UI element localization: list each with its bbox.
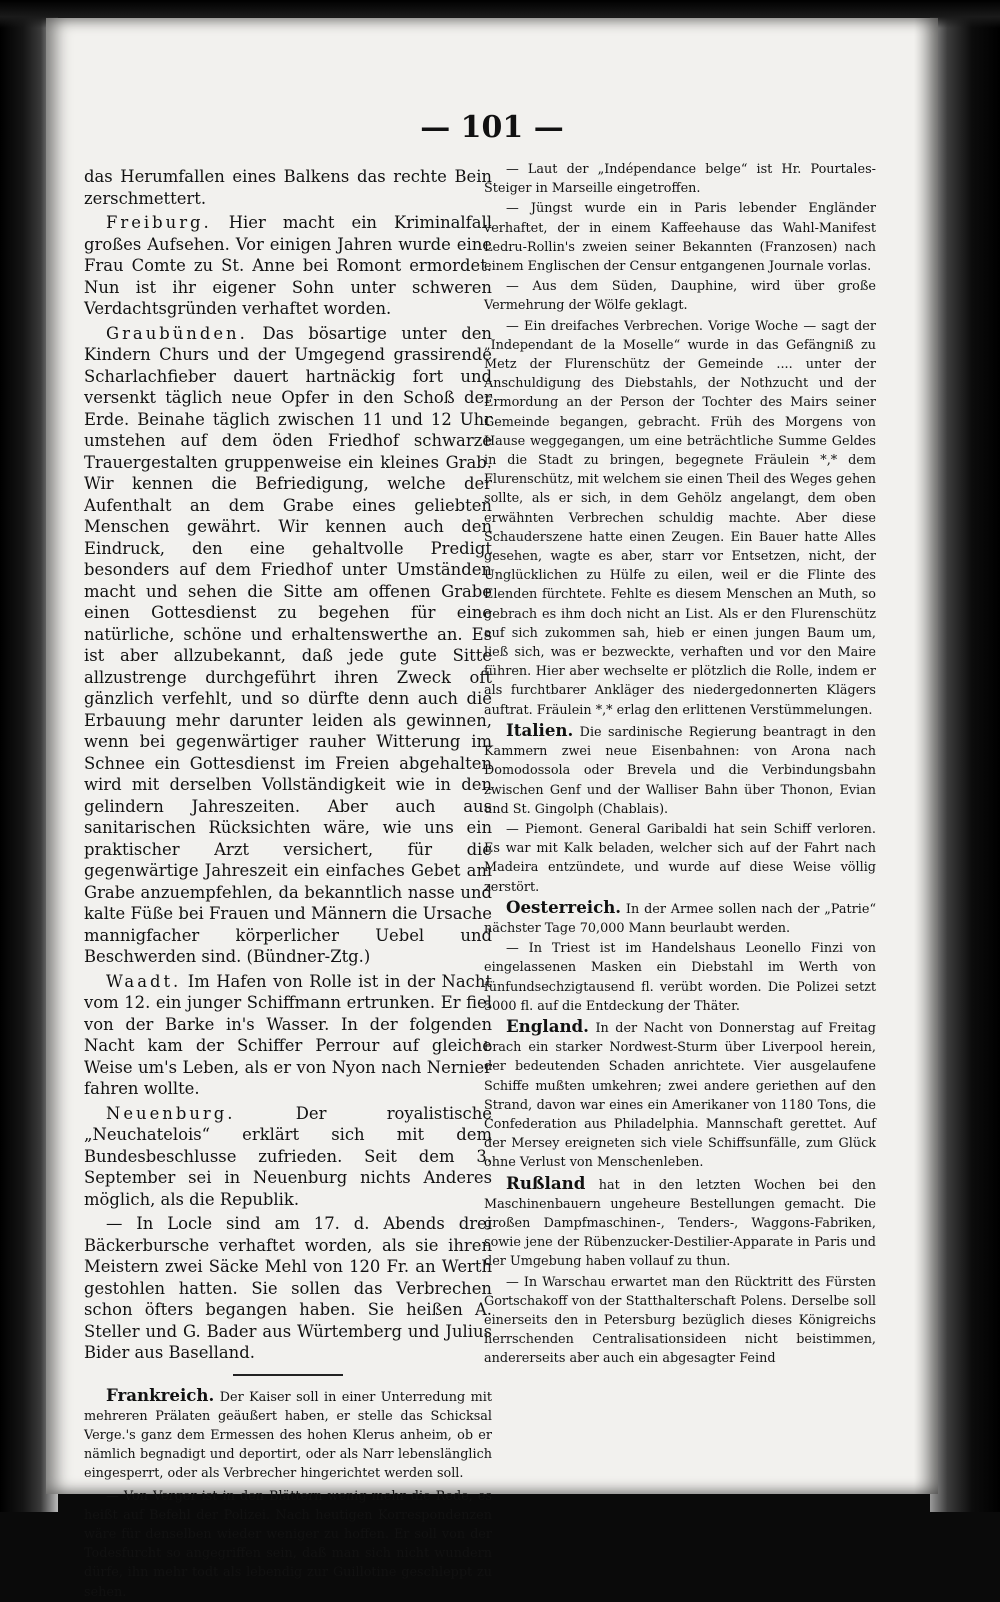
page-number: — 101 — bbox=[420, 110, 564, 145]
paragraph-text: — Jüngst wurde ein in Paris lebender Engländer verhaftet, der in einem Kaffeehause das Wahl-Manifest Ledru-Rollin's zweien seiner Bekannten (Franzosen) nach einem Englischen der Censur entgangenen Journale vorlas. bbox=[484, 201, 876, 275]
paragraph-text: In der Nacht von Donnerstag auf Freitag brach ein starker Nordwest-Sturm über Liverpool herein, der bedeutenden Schaden anrichtete. Vier ausgelaufene Schiffe mußten umkehren; zwei andere geriethen auf den Strand, davon war eines ein Amerikaner von 1180 Tons, die Confederation aus Philadelphia. Mannschaft gerettet. Auf der Mersey ereigneten sich viele Schiffsunfälle, zum Glück ohne Verlust von Menschenleben. bbox=[484, 1020, 876, 1171]
article-frankreich bbox=[84, 1386, 492, 1484]
article-paragraph bbox=[484, 317, 876, 720]
paragraph-text: Der royalistische „Neuchatelois“ erklärt sich mit dem Bundesbeschlusse zufrieden. Seit dem 3. September sei in Neuenburg nichts Anderes möglich, als die Republik. bbox=[84, 1103, 492, 1209]
section-head: Waadt. bbox=[106, 971, 182, 991]
article-oesterreich bbox=[484, 898, 876, 938]
article-neuenburg bbox=[84, 1103, 492, 1211]
paragraph-text: — In Warschau erwartet man den Rücktritt des Fürsten Gortschakoff von der Statthalterschaft Polens. Derselbe soll einerseits den in Petersburg bezüglich dieses Königreichs herrschenden Centralisationsideen nicht beistimmen, andererseits aber auch ein abgesagter Feind bbox=[484, 1274, 876, 1367]
section-head: Oesterreich. bbox=[506, 896, 622, 917]
section-head: Rußland bbox=[506, 1172, 586, 1193]
paragraph-text: — In Triest ist im Handelshaus Leonello Finzi von eingelassenen Masken ein Diebstahl im Werth von fünfundsechzigtausend fl. verübt worden. Die Polizei setzt 5000 fl. auf die Entdeckung der Thäter. bbox=[484, 941, 876, 1014]
article-paragraph bbox=[484, 199, 876, 276]
right-column bbox=[484, 160, 876, 1369]
section-head: Graubünden. bbox=[106, 323, 248, 343]
paragraph-text: — Aus dem Süden, Dauphine, wird über große Vermehrung der Wölfe geklagt. bbox=[484, 279, 876, 314]
paragraph-text: hat in den letzten Wochen bei den Maschinenbauern ungeheure Bestellungen gemacht. Die großen Dampfmaschinen-, Tenders-, Waggons-Fabriken, sowie jene der Rübenzucker-Destilier-Apparate in Paris und der Umgebung haben vollauf zu thun. bbox=[484, 1177, 876, 1270]
article-locle bbox=[84, 1213, 492, 1364]
frankreich-block bbox=[84, 1386, 492, 1602]
article-paragraph bbox=[484, 1273, 876, 1369]
article-russland bbox=[484, 1174, 876, 1272]
section-head: England. bbox=[506, 1015, 589, 1036]
newspaper-page bbox=[46, 18, 938, 1600]
paragraph-text: Hier macht ein Kriminalfall großes Aufsehen. Vor einigen Jahren wurde eine Frau Comte zu St. Anne bei Romont ermordet. Nun ist ihr eigener Sohn unter schweren Verdachtsgründen verhaftet worden. bbox=[84, 213, 492, 318]
section-divider bbox=[233, 1374, 343, 1376]
paragraph-text: — Laut der „Indépendance belge“ ist Hr. Pourtales-Steiger in Marseille eingetroffen. bbox=[484, 162, 876, 197]
article-paragraph bbox=[84, 166, 492, 209]
article-graubuenden bbox=[84, 323, 492, 968]
article-paragraph bbox=[484, 820, 876, 897]
paragraph-text: In der Armee sollen nach der „Patrie“ nächster Tage 70,000 Mann beurlaubt werden. bbox=[484, 901, 876, 936]
left-column bbox=[84, 166, 492, 1602]
paragraph-text: Die sardinische Regierung beantragt in den Kammern zwei neue Eisenbahnen: von Arona nach Domodossola oder Brevela und die Verbindungsbahn zwischen Genf und der Walliser Bahn über Thonon, Evian und St. Gingolph (Chablais). bbox=[484, 724, 876, 817]
section-head: Neuenburg. bbox=[106, 1103, 236, 1123]
article-waadt bbox=[84, 971, 492, 1100]
section-head: Freiburg. bbox=[106, 213, 212, 232]
page-edge-shade bbox=[914, 18, 938, 1494]
paragraph-text: Der Kaiser soll in einer Unterredung mit mehreren Prälaten geäußert haben, er stelle das Schicksal Verge.'s ganz dem Ermessen des hohen Klerus anheim, ob er nämlich begnadigt und deportirt, oder als Narr lebenslänglich eingesperrt, oder als Verbrecher hingerichtet werden soll. bbox=[84, 1389, 492, 1482]
article-england bbox=[484, 1017, 876, 1173]
article-paragraph bbox=[484, 277, 876, 315]
section-head: Frankreich. bbox=[106, 1384, 215, 1405]
paragraph-text: — In Locle sind am 17. d. Abends drei Bäckerbursche verhaftet worden, als sie ihren Meistern zwei Säcke Mehl von 120 Fr. an Werth gestohlen hatten. Sie sollen das Verbrechen schon öfters begangen haben. Sie heißen A. Steller und G. Bader aus Würtemberg und Julius Bider aus Baselland. bbox=[84, 1214, 492, 1362]
paragraph-text: Im Hafen von Rolle ist in der Nacht vom 12. ein junger Schiffmann ertrunken. Er fiel von der Barke in's Wasser. In der folgenden Nacht kam der Schiffer Perrour auf gleiche Weise um's Leben, als er von Nyon nach Nernier fahren wollte. bbox=[84, 971, 492, 1098]
article-freiburg bbox=[84, 212, 492, 320]
scan-edge-shadow bbox=[930, 0, 1000, 1512]
paragraph-text: — Ein dreifaches Verbrechen. Vorige Woche — sagt der „Independant de la Moselle“ wurde in das Gefängniß zu Metz der Flurenschütz der Gemeinde .... unter der Anschuldigung des Diebstahls, der Nothzucht und der Ermordung an der Person der Tochter des Mairs seiner Gemeinde begangen, gebracht. Früh des Morgens von Hause weggegangen, um eine beträchtliche Summe Geldes in die Stadt zu bringen, begegnete Fräulein *,* dem Flurenschütz, mit welchem sie einen Theil des Weges gehen sollte, als er sich, in dem Gehölz angelangt, dem oben erwähnten Verbrechen schuldig machte. Aber diese Schauderszene hatte einen Zeugen. Ein Bauer hatte Alles gesehen, wagte es aber, starr vor Entsetzen, nicht, der Unglücklichen zu Hülfe zu eilen, weil er die Flinte des Elenden fürchtete. Fehlte es diesem Menschen an Muth, so gebrach es ihm doch nicht an List. Als er den Flurenschütz auf sich zukommen sah, hieb er einen jungen Baum um, ließ sich, was er bezweckte, verhaften und vor den Maire führen. Hier aber wechselte er plötzlich die Rolle, indem er als furchtbarer Ankläger des niedergedonnerten Klägers auftrat. Fräulein *,* erlag den erlittenen Verstümmelungen. bbox=[484, 318, 876, 718]
section-head: Italien. bbox=[506, 719, 574, 740]
article-paragraph bbox=[484, 939, 876, 1016]
article-verger bbox=[84, 1487, 492, 1602]
paragraph-text: — Piemont. General Garibaldi hat sein Schiff verloren. Es war mit Kalk beladen, welcher sich auf der Fahrt nach Madeira entzündete, und wurde auf diese Weise völlig zerstört. bbox=[484, 821, 876, 895]
paragraph-text: Das bösartige unter den Kindern Churs und der Umgegend grassirende Scharlachfieber dauert hartnäckig fort und versenkt täglich neue Opfer in den Schoß der Erde. Beinahe täglich zwischen 11 und 12 Uhr umstehen auf dem öden Friedhof schwarze Trauergestalten gruppenweise ein kleines Grab. Wir kennen die Befriedigung, welche der Aufenthalt an dem Grabe eines geliebten Menschen gewährt. Wir kennen auch den Eindruck, den eine gehaltvolle Predigt besonders auf dem Friedhof unter Umständen macht und sehen die Sitte am offenen Grabe einen Gottesdienst zu begehen für eine natürliche, schöne und erhaltenswerthe an. Es ist aber allzubekannt, daß jede gute Sitte allzustrenge durchgeführt ihren Zweck oft gänzlich verfehlt, und so dürfte denn auch die Erbauung mehr darunter leiden als gewinnen, wenn bei gegenwärtiger rauher Witterung im Schnee ein Gottesdienst im Freien abgehalten wird mit derselben Vollständigkeit wie in den gelindern Jahreszeiten. Aber auch aus sanitarischen Rücksichten wäre, wie uns ein praktischer Arzt versichert, für die gegenwärtige Jahreszeit ein einfaches Gebet am Grabe anzuempfehlen, da bekanntlich nasse und kalte Füße bei Frauen und Männern die Ursache mannigfacher körperlicher Uebel und Beschwerden sind. (Bündner-Ztg.) bbox=[84, 323, 492, 966]
paragraph-text: — Von Verger ist in den Blättern wenig mehr die Rede, es heißt auf Befehl der Polizei. Nach heutigen Korrespondenzen wäre für denselben wieder weniger zu hoffen. Er soll von der Todesfurcht so angegriffen sein, daß man sich nicht wundern dürfe, ihn mehr todt als lebendig zur Guillotine geschleppt zu sehen. bbox=[84, 1488, 492, 1600]
paragraph-text: das Herumfallen eines Balkens das rechte Bein zerschmettert. bbox=[84, 167, 492, 208]
article-paragraph bbox=[484, 160, 876, 198]
article-italien bbox=[484, 721, 876, 819]
